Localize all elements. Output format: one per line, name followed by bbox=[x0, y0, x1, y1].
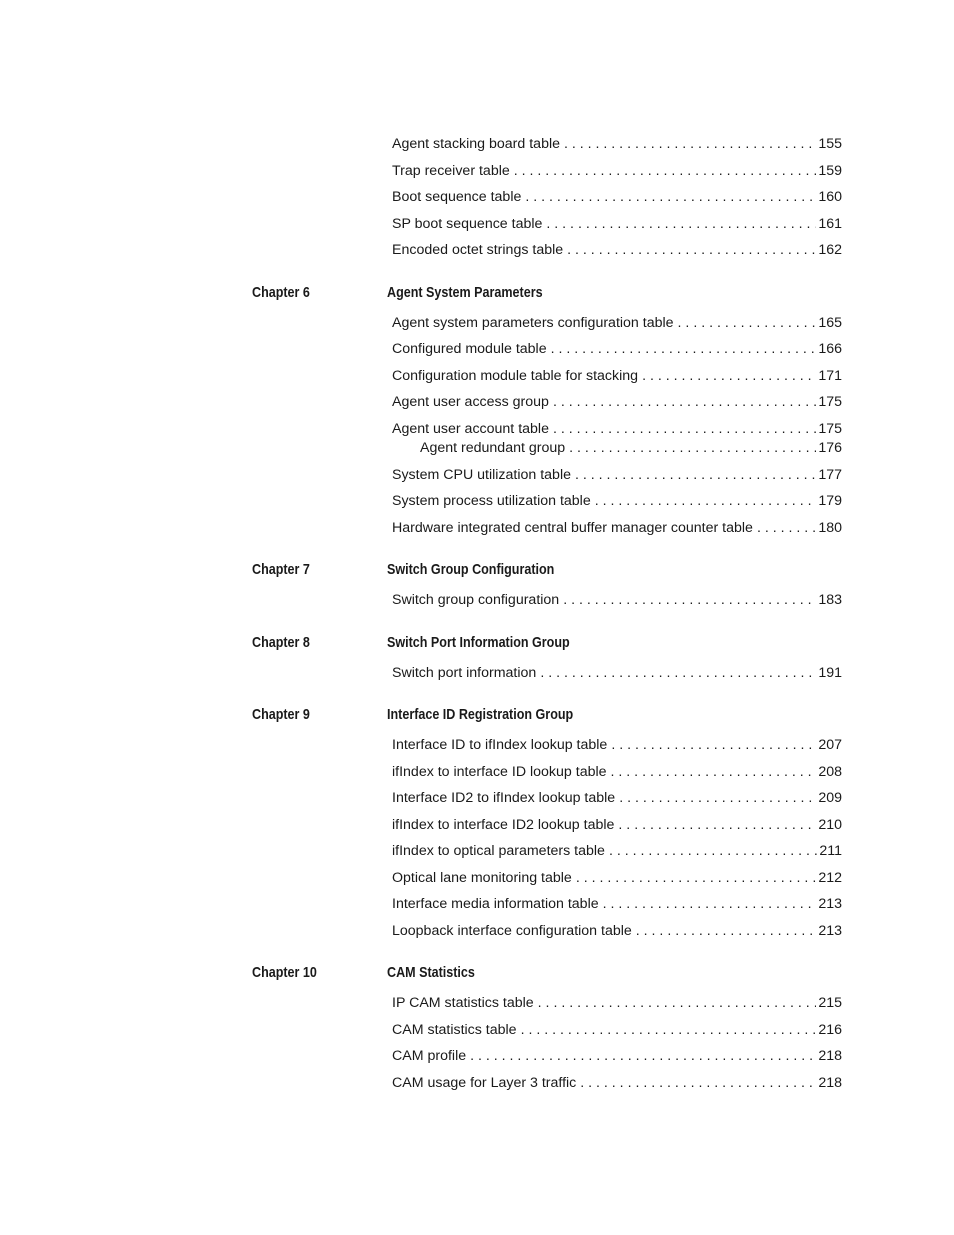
toc-entry-title: Encoded octet strings table bbox=[392, 242, 564, 258]
chapter-heading[interactable] bbox=[0, 703, 954, 733]
dot-leader bbox=[636, 919, 817, 943]
dot-leader bbox=[757, 516, 816, 540]
toc-entry-page: 176 bbox=[818, 440, 842, 456]
toc-entry-page: 160 bbox=[818, 189, 842, 205]
toc-entry-title: Optical lane monitoring table bbox=[392, 869, 572, 886]
toc-entry-page: 212 bbox=[818, 869, 842, 886]
dot-leader bbox=[611, 733, 816, 757]
toc-entry-page: 213 bbox=[818, 896, 842, 912]
toc-entry[interactable] bbox=[0, 516, 954, 543]
toc-entry[interactable] bbox=[0, 337, 954, 364]
toc-entry-title: System process utilization table bbox=[392, 493, 591, 509]
toc-entry[interactable] bbox=[0, 489, 954, 516]
dot-leader bbox=[618, 813, 816, 837]
dot-leader bbox=[611, 760, 817, 784]
chapter-heading[interactable] bbox=[0, 558, 954, 588]
toc-entry-page: 191 bbox=[818, 664, 842, 681]
toc-entry-title: Agent system parameters configuration table bbox=[392, 314, 674, 331]
toc-entry-title: Agent user access group bbox=[392, 394, 549, 410]
dot-leader bbox=[595, 489, 817, 513]
toc-entry-title: Configuration module table for stacking bbox=[392, 367, 639, 384]
toc-entry-title: Interface ID to ifIndex lookup table bbox=[392, 737, 608, 753]
toc-entry[interactable] bbox=[0, 892, 954, 919]
toc-entry[interactable] bbox=[0, 866, 954, 893]
dot-leader bbox=[678, 311, 817, 335]
chapter-title: Interface ID Registration Group bbox=[387, 707, 574, 723]
toc-entry-title: Trap receiver table bbox=[392, 162, 510, 179]
toc-section bbox=[0, 631, 954, 688]
toc-entry[interactable] bbox=[0, 390, 954, 417]
dot-leader bbox=[540, 661, 816, 685]
toc-entry[interactable] bbox=[0, 760, 954, 787]
toc-entry[interactable] bbox=[0, 733, 954, 760]
toc-entry-page: 215 bbox=[818, 995, 842, 1011]
dot-leader bbox=[619, 786, 816, 810]
toc-entry-title: Agent redundant group bbox=[420, 440, 566, 456]
dot-leader bbox=[603, 892, 817, 916]
toc-entry-title: ifIndex to interface ID lookup table bbox=[392, 763, 607, 780]
toc-entry-page: 180 bbox=[818, 519, 842, 536]
toc-entry-page: 177 bbox=[818, 466, 842, 483]
toc-entry-page: 209 bbox=[818, 790, 842, 806]
dot-leader bbox=[569, 436, 816, 460]
dot-leader bbox=[514, 159, 817, 183]
toc-entry-page: 171 bbox=[818, 367, 842, 384]
dot-leader bbox=[564, 132, 816, 156]
toc-section bbox=[0, 132, 954, 265]
toc-entry-page: 218 bbox=[818, 1074, 842, 1091]
toc-entry-title: Agent stacking board table bbox=[392, 136, 560, 152]
chapter-label: Chapter 6 bbox=[252, 284, 310, 301]
toc-entry[interactable] bbox=[0, 212, 954, 239]
toc-subentry[interactable] bbox=[0, 436, 954, 463]
toc-entry-page: 213 bbox=[818, 922, 842, 939]
chapter-heading[interactable] bbox=[0, 281, 954, 311]
chapter-title: Agent System Parameters bbox=[387, 284, 543, 301]
dot-leader bbox=[525, 185, 816, 209]
toc-entry[interactable] bbox=[0, 786, 954, 813]
dot-leader bbox=[580, 1071, 816, 1095]
dot-leader bbox=[553, 390, 816, 414]
toc-entry[interactable] bbox=[0, 463, 954, 490]
chapter-title: Switch Group Configuration bbox=[387, 562, 555, 578]
toc-entry[interactable] bbox=[0, 311, 954, 338]
toc-entry-title: Interface ID2 to ifIndex lookup table bbox=[392, 790, 616, 806]
toc-entry[interactable] bbox=[0, 238, 954, 265]
toc-section bbox=[0, 961, 954, 1097]
chapter-heading[interactable] bbox=[0, 631, 954, 661]
toc-entry-title: Boot sequence table bbox=[392, 189, 522, 205]
toc-entry[interactable] bbox=[0, 1018, 954, 1045]
toc-entry[interactable] bbox=[0, 159, 954, 186]
toc-entry-page: 216 bbox=[818, 1021, 842, 1038]
toc-entry-title: Interface media information table bbox=[392, 896, 599, 912]
dot-leader bbox=[576, 866, 817, 890]
chapter-title: Switch Port Information Group bbox=[387, 634, 570, 651]
toc-entry-page: 210 bbox=[818, 816, 842, 833]
toc-entry-page: 155 bbox=[818, 136, 842, 152]
toc-entry-title: CAM usage for Layer 3 traffic bbox=[392, 1074, 577, 1091]
dot-leader bbox=[546, 212, 816, 236]
toc-entry-title: Hardware integrated central buffer manager counter table bbox=[392, 519, 753, 536]
dot-leader bbox=[609, 839, 817, 863]
toc-entry-page: 218 bbox=[818, 1048, 842, 1064]
chapter-label: Chapter 8 bbox=[252, 634, 310, 651]
toc-entry-page: 208 bbox=[818, 763, 842, 780]
toc-entry[interactable] bbox=[0, 417, 954, 437]
table-of-contents bbox=[0, 132, 954, 1097]
toc-entry-page: 183 bbox=[818, 592, 842, 608]
toc-section bbox=[0, 558, 954, 615]
chapter-title: CAM Statistics bbox=[387, 965, 475, 981]
toc-entry-title: SP boot sequence table bbox=[392, 215, 543, 232]
dot-leader bbox=[521, 1018, 817, 1042]
toc-entry-page: 179 bbox=[818, 493, 842, 509]
toc-entry-page: 161 bbox=[818, 215, 842, 232]
toc-entry-title: System CPU utilization table bbox=[392, 466, 571, 483]
toc-entry-page: 175 bbox=[818, 394, 842, 410]
toc-entry-title: CAM profile bbox=[392, 1048, 467, 1064]
toc-entry-page: 162 bbox=[818, 242, 842, 258]
toc-entry[interactable] bbox=[0, 661, 954, 688]
toc-entry-title: IP CAM statistics table bbox=[392, 995, 534, 1011]
chapter-label: Chapter 9 bbox=[252, 707, 310, 723]
toc-entry[interactable] bbox=[0, 991, 954, 1018]
toc-entry-page: 159 bbox=[818, 162, 842, 179]
toc-entry-title: Configured module table bbox=[392, 341, 547, 357]
toc-entry[interactable] bbox=[0, 132, 954, 159]
toc-entry[interactable] bbox=[0, 588, 954, 615]
toc-entry-page: 207 bbox=[818, 737, 842, 753]
dot-leader bbox=[642, 364, 816, 388]
toc-entry-page: 211 bbox=[819, 843, 842, 859]
toc-entry-title: ifIndex to interface ID2 lookup table bbox=[392, 816, 615, 833]
toc-entry[interactable] bbox=[0, 1071, 954, 1098]
toc-section bbox=[0, 703, 954, 945]
toc-entry-page: 175 bbox=[818, 420, 842, 437]
toc-entry-page: 166 bbox=[818, 341, 842, 357]
toc-entry-title: CAM statistics table bbox=[392, 1021, 517, 1038]
toc-entry[interactable] bbox=[0, 185, 954, 212]
toc-entry-title: Loopback interface configuration table bbox=[392, 922, 632, 939]
chapter-heading[interactable] bbox=[0, 961, 954, 991]
toc-entry-title: Switch port information bbox=[392, 664, 537, 681]
dot-leader bbox=[538, 991, 817, 1015]
dot-leader bbox=[567, 238, 816, 262]
toc-entry[interactable] bbox=[0, 919, 954, 946]
toc-entry-title: ifIndex to optical parameters table bbox=[392, 843, 605, 859]
dot-leader bbox=[551, 337, 817, 361]
toc-entry-title: Switch group configuration bbox=[392, 592, 560, 608]
toc-entry[interactable] bbox=[0, 364, 954, 391]
dot-leader bbox=[470, 1044, 816, 1068]
chapter-label: Chapter 10 bbox=[252, 965, 317, 981]
toc-entry[interactable] bbox=[0, 1044, 954, 1071]
toc-entry[interactable] bbox=[0, 839, 954, 866]
chapter-label: Chapter 7 bbox=[252, 562, 310, 578]
toc-entry[interactable] bbox=[0, 813, 954, 840]
dot-leader bbox=[575, 463, 816, 487]
toc-section bbox=[0, 281, 954, 543]
toc-entry-page: 165 bbox=[818, 314, 842, 331]
dot-leader bbox=[563, 588, 816, 612]
toc-entry-title: Agent user account table bbox=[392, 420, 549, 437]
